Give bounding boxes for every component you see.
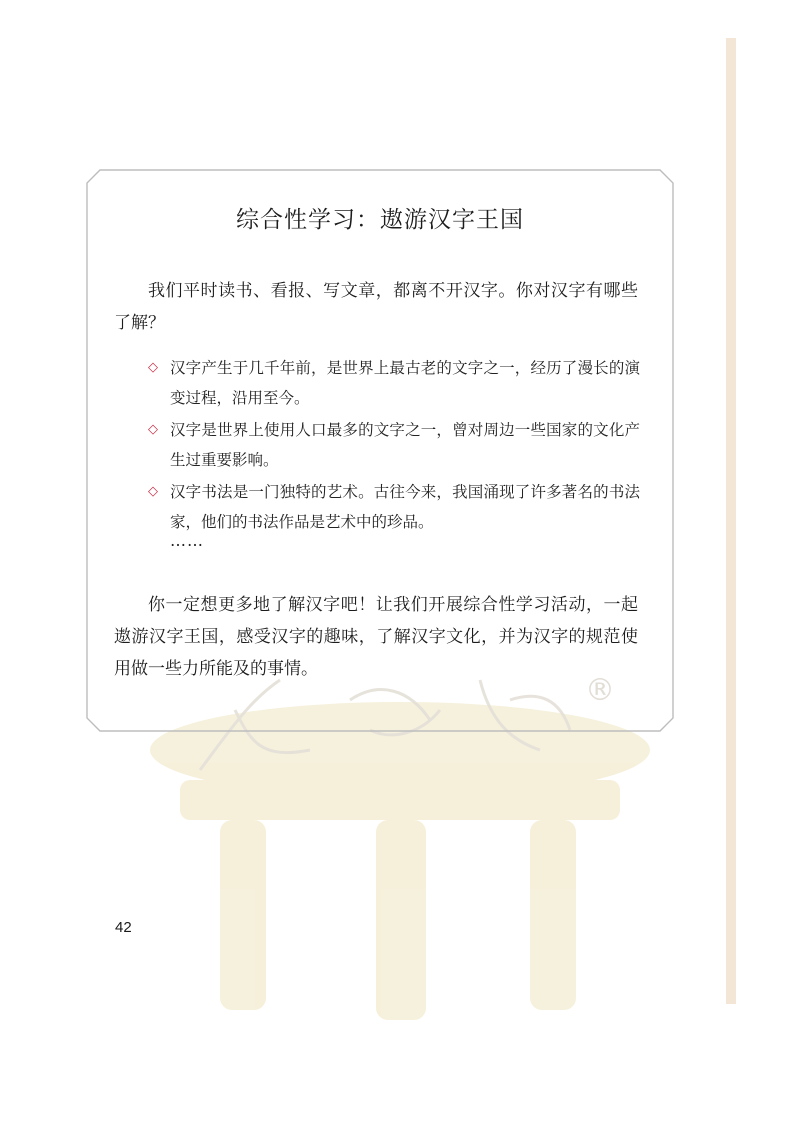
svg-text:®: ®	[585, 673, 615, 708]
content-box	[86, 169, 674, 732]
page-title: 综合性学习：遨游汉字王国	[236, 207, 524, 233]
list-item	[148, 353, 640, 413]
list-item-text: 汉字书法是一门独特的艺术。古往今来，我国涌现了许多著名的书法家，他们的书法作品是艺术中的珍品。	[170, 483, 640, 531]
list-item-text: 汉字产生于几千年前，是世界上最古老的文字之一，经历了漫长的演变过程，沿用至今。	[170, 359, 640, 407]
fact-list	[148, 353, 640, 539]
list-item	[148, 477, 640, 537]
page-edge-strip	[726, 38, 736, 1004]
diamond-bullet-icon: ◇	[148, 484, 158, 499]
diamond-bullet-icon: ◇	[148, 422, 158, 437]
list-item-text: 汉字是世界上使用人口最多的文字之一，曾对周边一些国家的文化产生过重要影响。	[170, 421, 640, 469]
intro-paragraph: 我们平时读书、看报、写文章，都离不开汉字。你对汉字有哪些了解？	[114, 281, 638, 333]
diamond-bullet-icon: ◇	[148, 360, 158, 375]
list-ellipsis: ……	[170, 531, 204, 550]
list-item	[148, 415, 640, 475]
page-number: 42	[115, 919, 132, 936]
closing-paragraph: 你一定想更多地了解汉字吧！让我们开展综合性学习活动，一起遨游汉字王国，感受汉字的趣味，了解汉字文化，并为汉字的规范使用做一些力所能及的事情。	[114, 595, 638, 679]
